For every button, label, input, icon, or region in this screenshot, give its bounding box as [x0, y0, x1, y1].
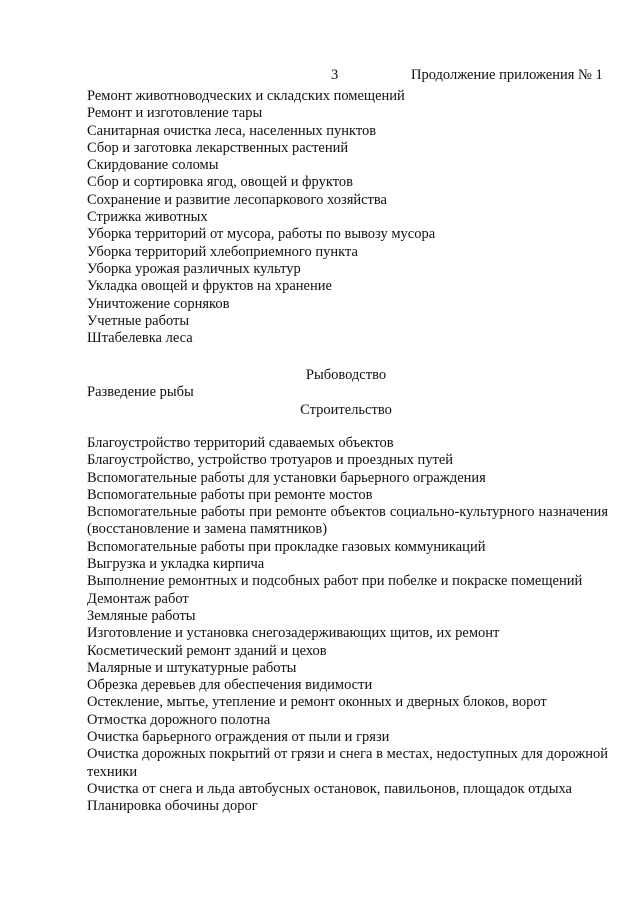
list-item: Учетные работы	[87, 312, 190, 329]
list-item: Разведение рыбы	[87, 384, 194, 400]
list-section-3	[87, 435, 608, 816]
list-item: Сбор и сортировка ягод, овощей и фруктов	[87, 174, 353, 191]
list-item: Уничтожение сорняков	[87, 295, 230, 312]
section-heading-fish-farming: Рыбоводство	[305, 367, 387, 383]
list-item: Очистка барьерного ограждения от пыли и грязи	[87, 729, 390, 746]
appendix-note: Продолжение приложения № 1	[411, 67, 603, 83]
list-item: Вспомогательные работы при ремонте мостов	[87, 486, 373, 503]
list-item: Ремонт животноводческих и складских помещений	[87, 88, 405, 104]
list-item: Благоустройство территорий сдаваемых объектов	[87, 435, 394, 451]
list-item: Остекление, мытье, утепление и ремонт оконных и дверных блоков, ворот	[87, 694, 547, 711]
list-item: Обрезка деревьев для обеспечения видимости	[87, 677, 373, 694]
list-item: Скирдование соломы	[87, 157, 219, 174]
list-item: Косметический ремонт зданий и цехов	[87, 642, 327, 659]
list-item: Санитарная очистка леса, населенных пунктов	[87, 122, 377, 139]
list-item: Уборка урожая различных культур	[87, 260, 301, 277]
list-item: Штабелевка леса	[87, 330, 193, 347]
list-item: Малярные и штукатурные работы	[87, 659, 297, 676]
list-item: Изготовление и установка снегозадерживающих щитов, их ремонт	[87, 625, 500, 642]
list-item: Вспомогательные работы для установки барьерного ограждения	[87, 469, 486, 486]
list-item: Отмостка дорожного полотна	[87, 711, 271, 728]
list-item: Благоустройство, устройство тротуаров и проездных путей	[87, 452, 454, 469]
list-item: Демонтаж работ	[87, 590, 189, 607]
list-item: Вспомогательные работы при прокладке газовых коммуникаций	[87, 538, 486, 555]
list-item: Планировка обочины дорог	[87, 798, 258, 815]
list-item: Уборка территорий хлебоприемного пункта	[87, 243, 358, 260]
list-item: Сохранение и развитие лесопаркового хозяйства	[87, 191, 387, 208]
list-section-1	[87, 88, 608, 347]
page-number: 3	[331, 67, 339, 83]
list-item: Сбор и заготовка лекарственных растений	[87, 139, 349, 156]
list-item: Стрижка животных	[87, 209, 208, 226]
list-section-2	[87, 384, 608, 401]
list-item: Очистка дорожных покрытий от грязи и снега в местах, недоступных для дорожной техники	[87, 746, 608, 780]
list-item: Укладка овощей и фруктов на хранение	[87, 278, 332, 295]
list-item: Выполнение ремонтных и подсобных работ при побелке и покраске помещений	[87, 573, 583, 590]
list-item: Ремонт и изготовление тары	[87, 105, 263, 122]
list-item: Уборка территорий от мусора, работы по вывозу мусора	[87, 226, 436, 243]
list-item: Вспомогательные работы при ремонте объектов социально-культурного назначения (восстановление и замена памятников)	[87, 504, 608, 538]
list-item: Очистка от снега и льда автобусных остановок, павильонов, площадок отдыха	[87, 780, 572, 797]
section-heading-construction: Строительство	[300, 402, 392, 418]
list-item: Земляные работы	[87, 607, 196, 624]
list-item: Выгрузка и укладка кирпича	[87, 556, 265, 573]
